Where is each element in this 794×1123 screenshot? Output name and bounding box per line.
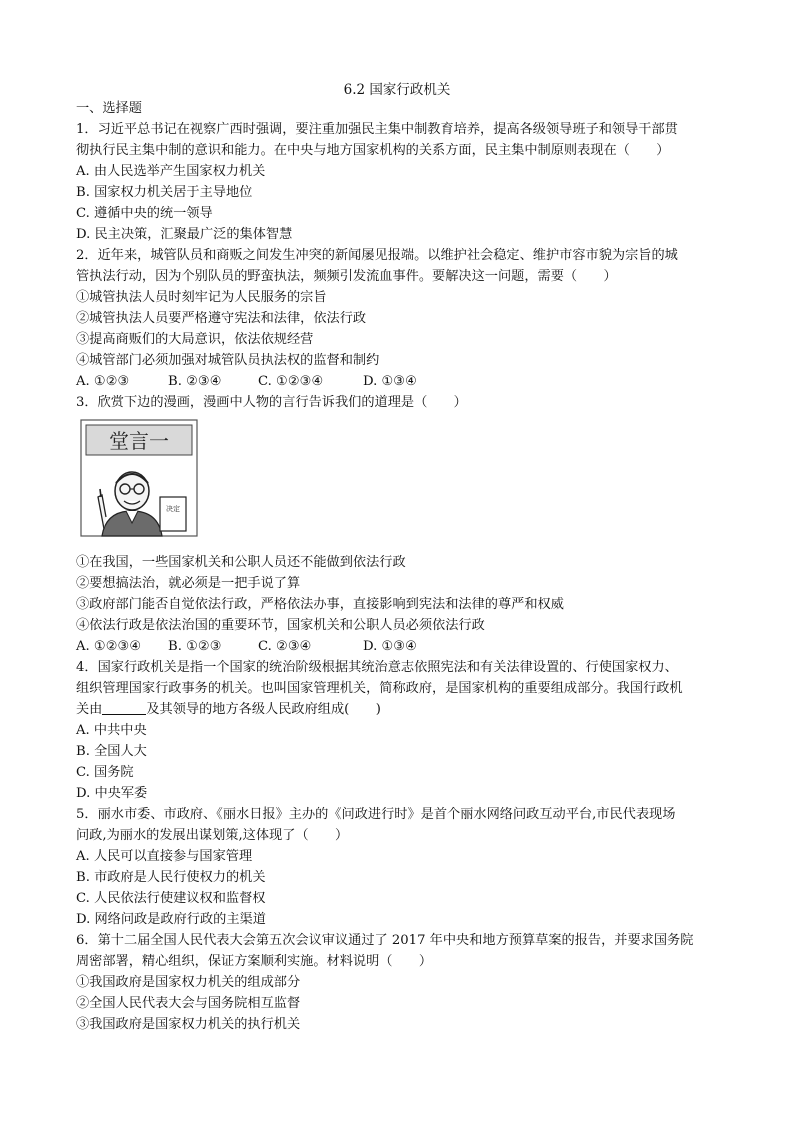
question-5: [76, 804, 716, 930]
page-title: 6.2 国家行政机关: [343, 82, 451, 98]
option-b[interactable]: B. 全国人大: [76, 744, 147, 759]
question-stem-line: 1．习近平总书记在视察广西时强调，要注重加强民主集中制教育培养，提高各级领导班子和领导干部贯: [76, 122, 678, 137]
option-a[interactable]: A. ①②③: [76, 374, 130, 389]
statement-item: ①城管执法人员时刻牢记为人民服务的宗旨: [76, 290, 327, 305]
option-d[interactable]: D. 网络问政是政府行政的主渠道: [76, 912, 266, 927]
statement-item: ①我国政府是国家权力机关的组成部分: [76, 975, 301, 990]
statement-item: ②全国人民代表大会与国务院相互监督: [76, 996, 301, 1011]
statement-item: ④依法行政是依法治国的重要环节，国家机关和公职人员必须依法行政: [76, 618, 485, 633]
question-stem-line: 彻执行民主集中制的意识和能力。在中央与地方国家机构的关系方面，民主集中制原则表现在（ ）: [76, 143, 670, 158]
question-stem-line: 2．近年来，城管队员和商贩之间发生冲突的新闻屡见报端。以维护社会稳定、维护市容市貌为宗旨的城: [76, 248, 678, 263]
statement-item: ③政府部门能否自觉依法行政，严格依法办事，直接影响到宪法和法律的尊严和权威: [76, 597, 564, 612]
option-a[interactable]: A. 由人民选举产生国家权力机关: [76, 164, 266, 179]
option-c[interactable]: C. 遵循中央的统一领导: [76, 206, 213, 221]
option-c[interactable]: C. ①②③④: [258, 374, 324, 389]
cartoon-document-text: 决定: [166, 505, 180, 513]
option-b[interactable]: B. 国家权力机关居于主导地位: [76, 185, 253, 200]
statement-item: ④城管部门必须加强对城管队员执法权的监督和制约: [76, 353, 380, 368]
option-d[interactable]: D. 民主决策，汇聚最广泛的集体智慧: [76, 227, 293, 242]
statement-item: ②要想搞法治，就必须是一把手说了算: [76, 576, 301, 591]
question-6: [76, 930, 716, 1035]
cartoon-sign-text: 堂言一: [109, 429, 169, 453]
option-c[interactable]: C. 国务院: [76, 765, 134, 780]
question-list: [76, 98, 716, 1035]
option-c[interactable]: C. ②③④: [258, 639, 312, 654]
question-stem-line: [76, 699, 716, 720]
stem-part: 关由: [76, 702, 103, 717]
question-stem-line: 组织管理国家行政事务的机关。也叫国家管理机关，简称政府，是国家机构的重要组成部分。我国行政机: [76, 681, 683, 696]
statement-item: ①在我国，一些国家机关和公职人员还不能做到依法行政: [76, 555, 406, 570]
question-3: [76, 392, 716, 657]
option-d[interactable]: D. ①③④: [363, 639, 417, 654]
option-a[interactable]: A. ①②③④: [76, 639, 142, 654]
option-b[interactable]: B. ②③④: [168, 374, 222, 389]
option-b[interactable]: B. 市政府是人民行使权力的机关: [76, 870, 266, 885]
choice-row: [76, 636, 716, 657]
question-1: [76, 119, 716, 245]
statement-item: ③提高商贩们的大局意识，依法依规经营: [76, 332, 314, 347]
question-stem-line: 管执法行动，因为个别队员的野蛮执法，频频引发流血事件。要解决这一问题，需要（ ）: [76, 269, 617, 284]
option-a[interactable]: A. 人民可以直接参与国家管理: [76, 849, 253, 864]
choice-row: [76, 371, 716, 392]
question-2: [76, 245, 716, 392]
question-4: [76, 657, 716, 804]
question-stem-line: 3．欣赏下边的漫画，漫画中人物的言行告诉我们的道理是（ ）: [76, 395, 467, 410]
cartoon-illustration: [80, 419, 198, 537]
question-stem-line: 周密部署，精心组织，保证方案顺利实施。材料说明（ ）: [76, 954, 433, 969]
statement-item: ③我国政府是国家权力机关的执行机关: [76, 1017, 301, 1032]
option-b[interactable]: B. ①②③: [168, 639, 222, 654]
option-a[interactable]: A. 中共中央: [76, 723, 147, 738]
question-stem-line: 6．第十二届全国人民代表大会第五次会议审议通过了 2017 年中央和地方预算草案的报告，并要求国务院: [76, 933, 694, 948]
question-stem-line: 4．国家行政机关是指一个国家的统治阶级根据其统治意志依照宪法和有关法律设置的、行使国家权力、: [76, 660, 678, 675]
option-d[interactable]: D. 中央军委: [76, 786, 148, 801]
question-stem-line: 5．丽水市委、市政府、《丽水日报》主办的《问政进行时》是首个丽水网络问政互动平台,市民代表现场: [76, 807, 676, 822]
option-d[interactable]: D. ①③④: [363, 374, 417, 389]
section-heading: 一、选择题: [76, 101, 142, 116]
question-stem-line: 问政,为丽水的发展出谋划策,这体现了（ ）: [76, 828, 349, 843]
option-c[interactable]: C. 人民依法行使建议权和监督权: [76, 891, 266, 906]
fill-blank: [102, 700, 146, 715]
statement-item: ②城管执法人员要严格遵守宪法和法律，依法行政: [76, 311, 367, 326]
stem-part: 及其领导的地方各级人民政府组成( ): [146, 702, 381, 717]
